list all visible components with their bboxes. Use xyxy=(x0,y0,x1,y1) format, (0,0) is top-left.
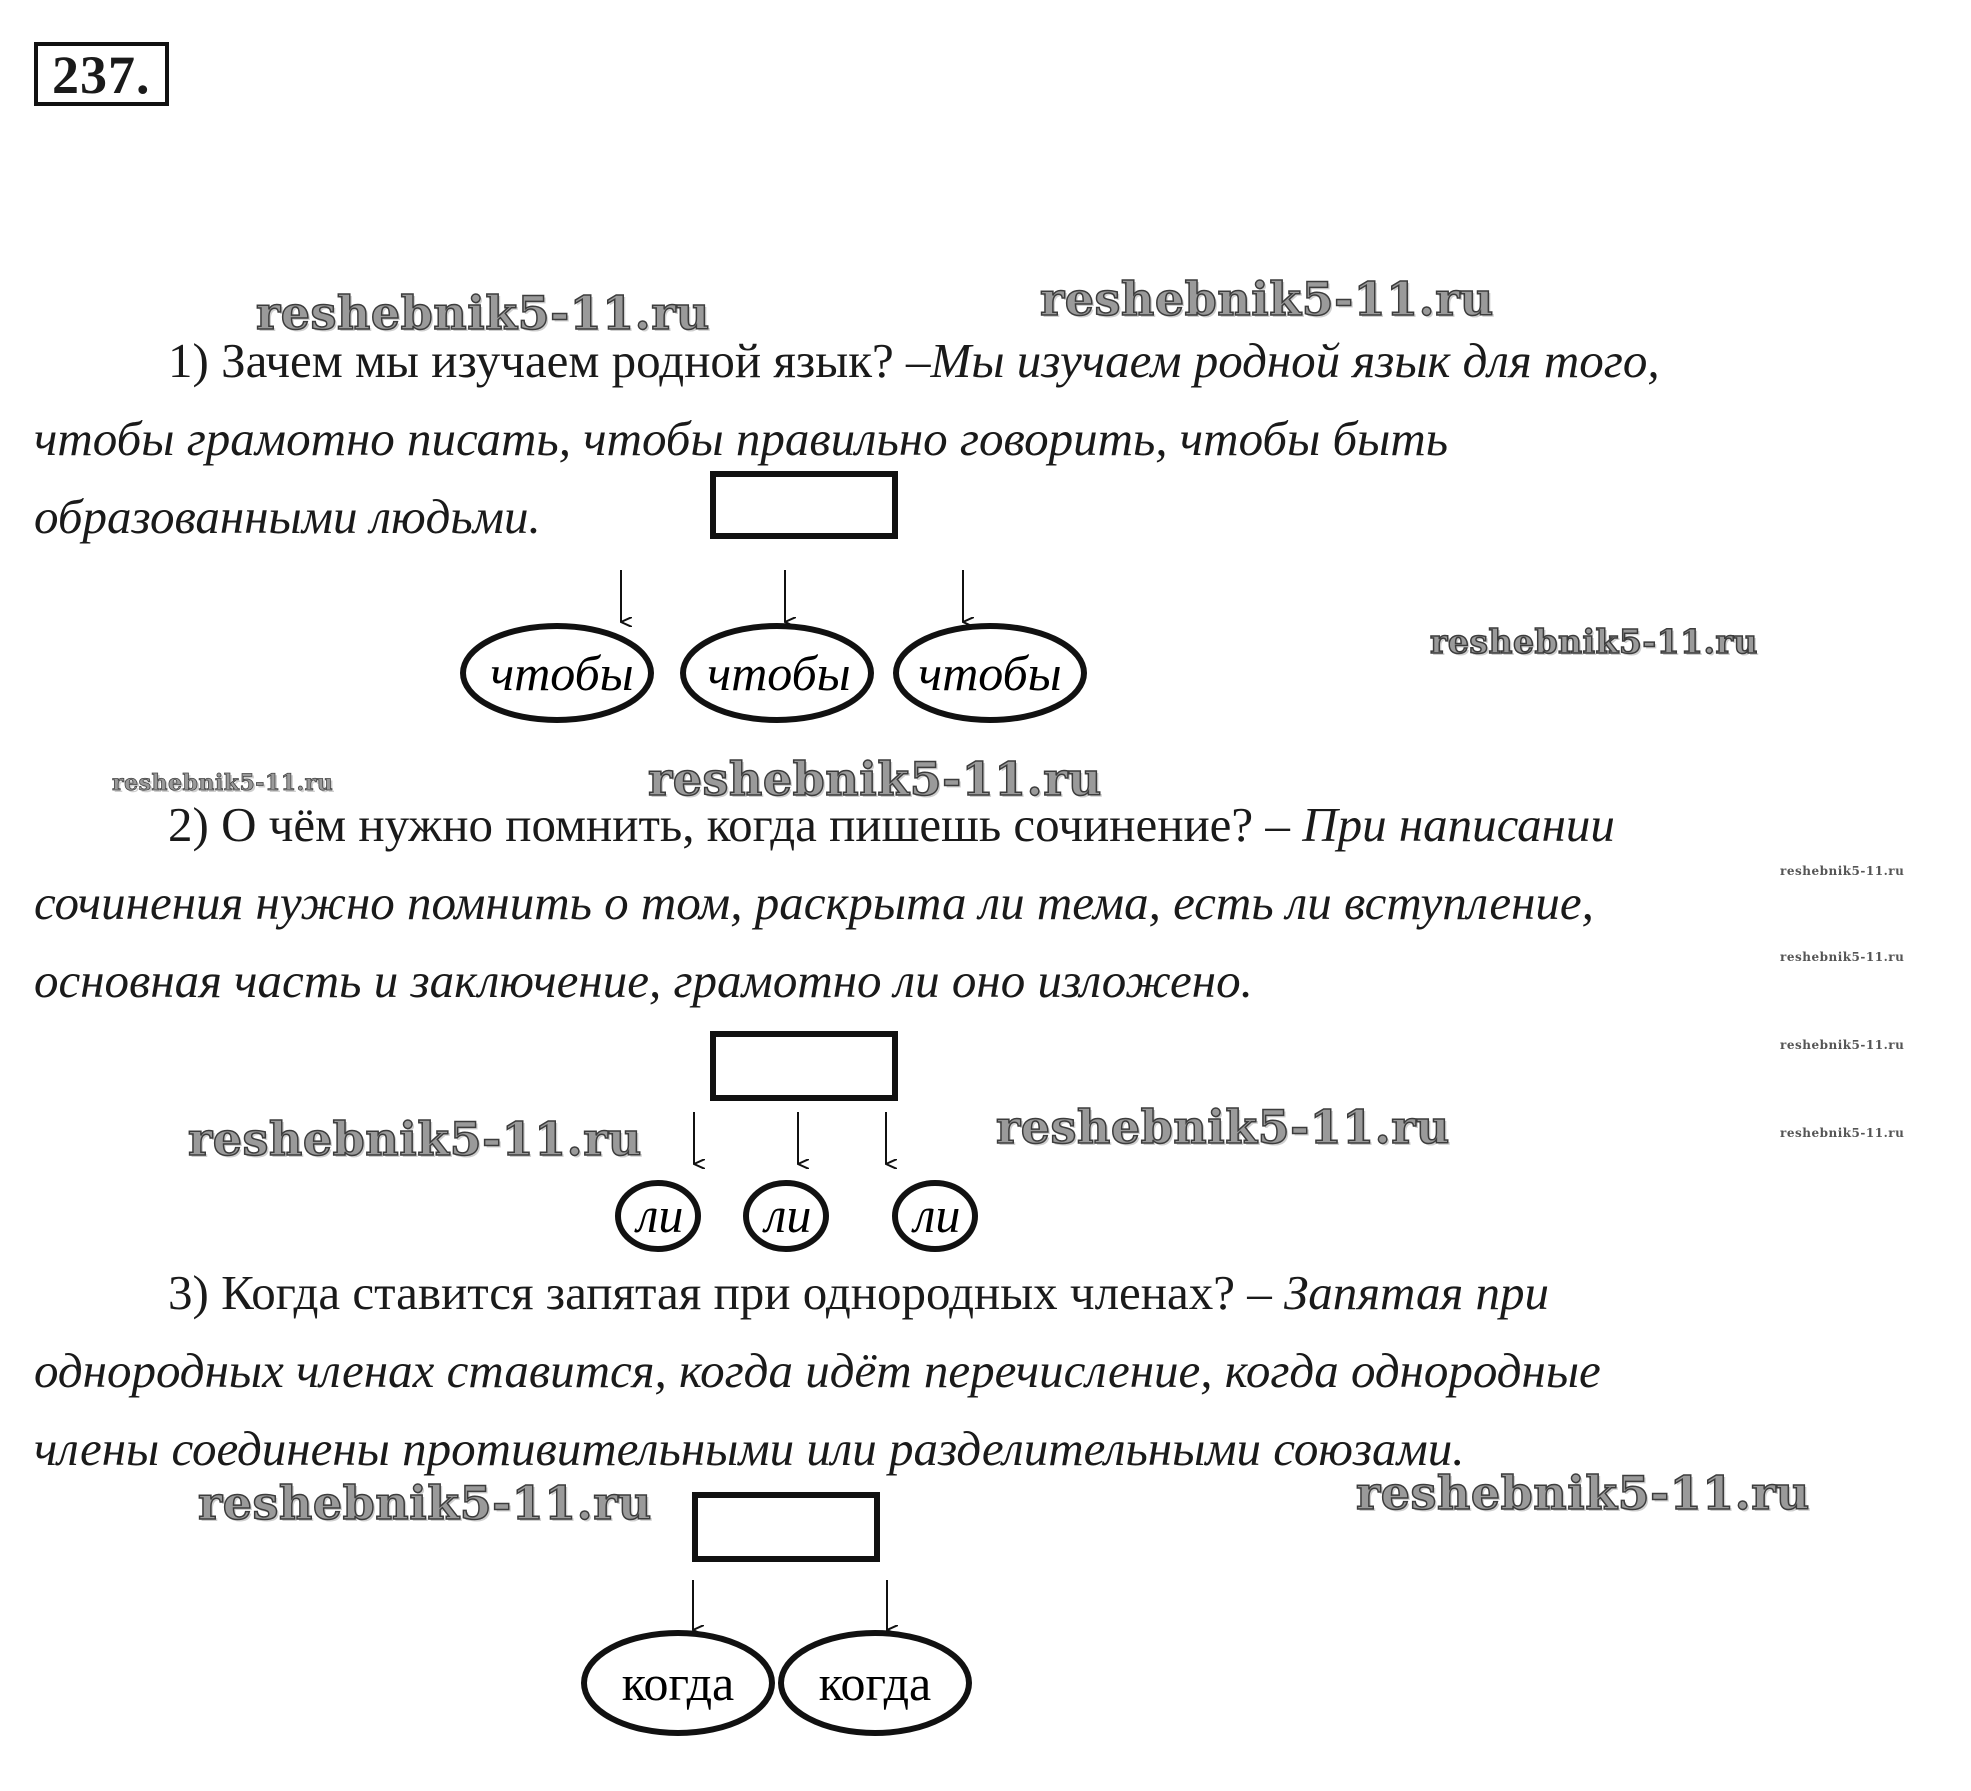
watermark: reshebnik5-11.ru xyxy=(1780,1038,1905,1052)
conjunction-label: чтобы xyxy=(707,645,851,701)
watermark: reshebnik5-11.ru xyxy=(1040,272,1494,326)
conjunction-label: когда xyxy=(818,1655,932,1711)
watermark: reshebnik5-11.ru xyxy=(1780,864,1905,878)
answer-3-line-2: однородных членах ставится, когда идёт перечисление, когда однородные xyxy=(34,1343,1601,1398)
main-clause-box-2 xyxy=(713,1034,895,1098)
question-2: 2) О чём нужно помнить, когда пишешь сочинение? – xyxy=(168,797,1290,852)
watermark: reshebnik5-11.ru xyxy=(1430,622,1758,661)
answer-3-line-3: члены соединены противительными или разделительными союзами. xyxy=(34,1421,1465,1476)
scheme-1 xyxy=(463,474,1084,720)
watermark: reshebnik5-11.ru xyxy=(648,752,1102,806)
question-1: 1) Зачем мы изучаем родной язык? – xyxy=(168,333,931,388)
answer-1-line-1: Мы изучаем родной язык для того, xyxy=(930,333,1660,388)
main-clause-box-3 xyxy=(695,1495,877,1559)
conjunction-label: когда xyxy=(621,1655,735,1711)
conjunction-label: ли xyxy=(764,1187,812,1243)
conjunction-label: ли xyxy=(913,1187,961,1243)
watermark: reshebnik5-11.ru xyxy=(1780,1126,1905,1140)
main-clause-box-1 xyxy=(713,474,895,536)
watermark: reshebnik5-11.ru xyxy=(112,770,334,796)
watermark: reshebnik5-11.ru xyxy=(188,1112,642,1166)
conjunction-label: чтобы xyxy=(490,645,634,701)
watermark: reshebnik5-11.ru xyxy=(198,1476,652,1530)
answer-2-line-2: сочинения нужно помнить о том, раскрыта ли тема, есть ли вступление, xyxy=(34,875,1594,930)
scheme-3 xyxy=(584,1495,969,1733)
answer-1-line-2: чтобы грамотно писать, чтобы правильно говорить, чтобы быть xyxy=(34,411,1449,466)
watermark: reshebnik5-11.ru xyxy=(1780,950,1905,964)
scheme-2 xyxy=(618,1034,975,1249)
answer-3-line-1: Запятая при xyxy=(1284,1265,1550,1320)
answer-2-line-1: При написании xyxy=(1302,797,1615,852)
answer-2-line-3: основная часть и заключение, грамотно ли оно изложено. xyxy=(34,953,1253,1008)
conjunction-label: чтобы xyxy=(918,645,1062,701)
watermark: reshebnik5-11.ru xyxy=(256,286,710,340)
watermark: reshebnik5-11.ru xyxy=(1356,1466,1810,1520)
question-3: 3) Когда ставится запятая при однородных членах? – xyxy=(168,1265,1272,1320)
conjunction-label: ли xyxy=(636,1187,684,1243)
answer-1-line-3: образованными людьми. xyxy=(34,489,541,544)
watermark: reshebnik5-11.ru xyxy=(996,1100,1450,1154)
task-number: 237. xyxy=(34,42,169,106)
